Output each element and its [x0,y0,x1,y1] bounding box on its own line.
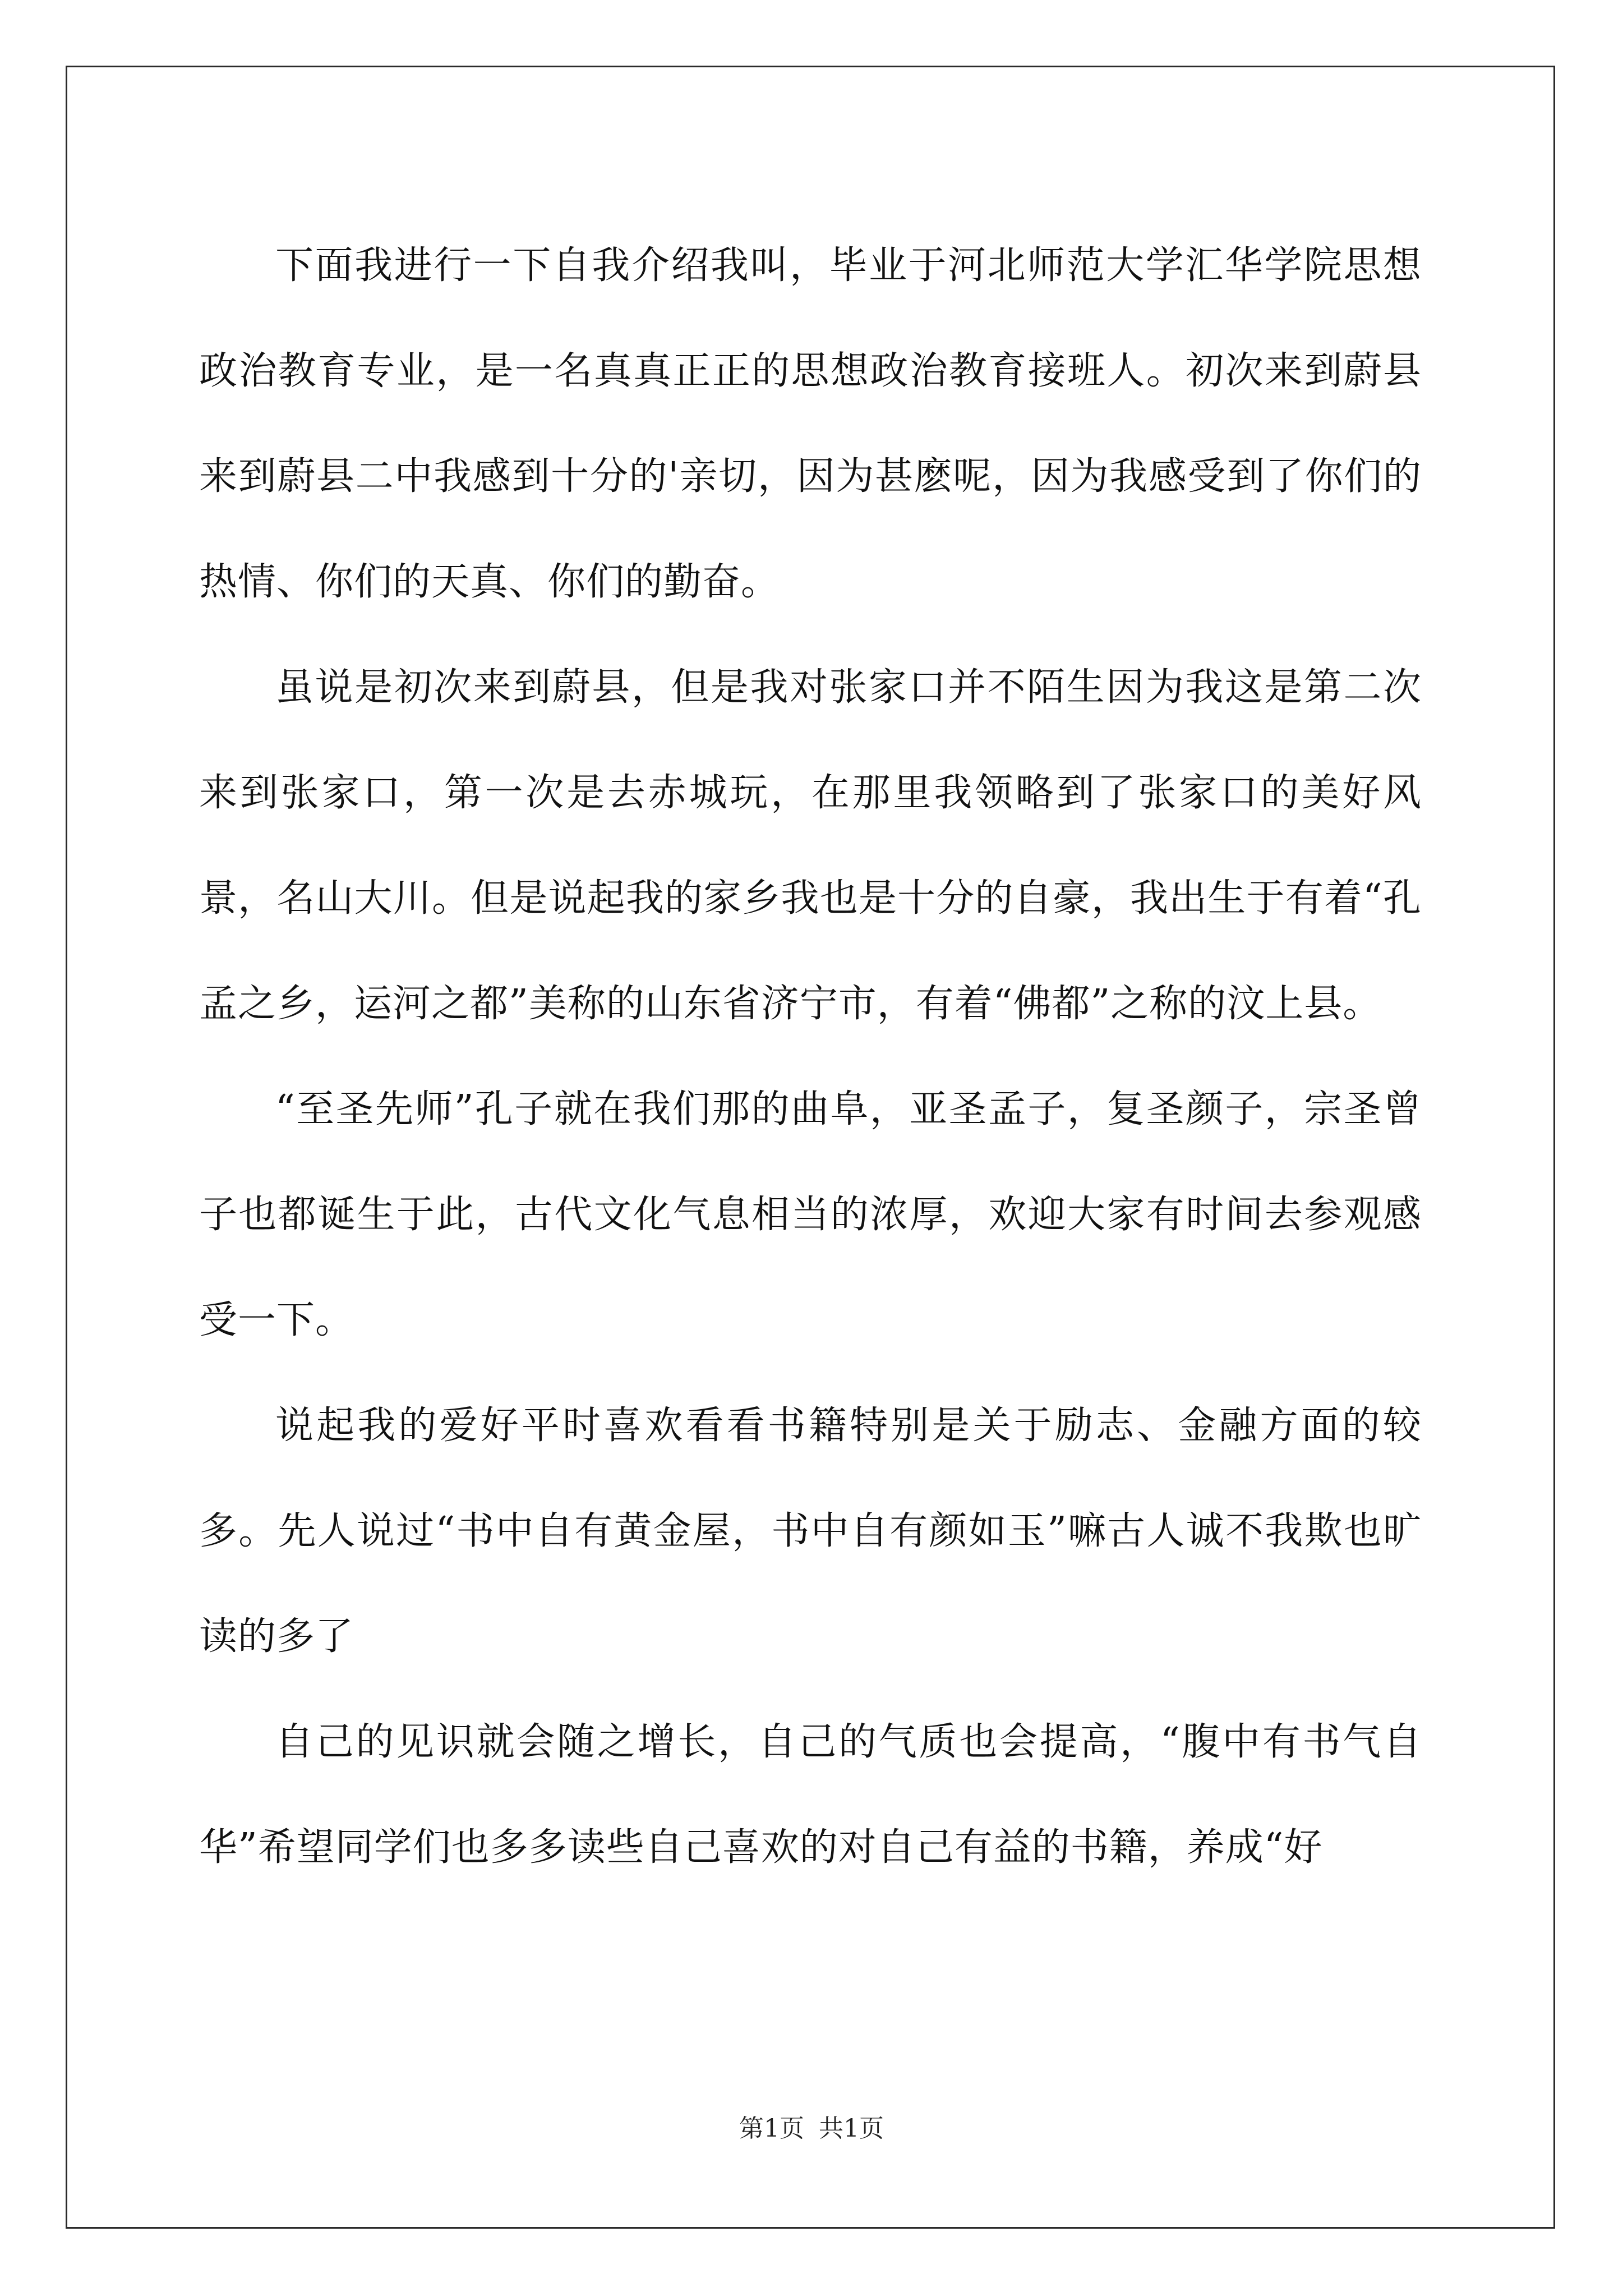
paragraph-4: 说起我的爱好平时喜欢看看书籍特别是关于励志、金融方面的较多。先人说过“书中自有黄金屋，书中自有颜如玉”嘛古人诚不我欺也旷读的多了 [199,1404,1422,1659]
page-total: 共1页 [819,2114,884,2143]
paragraph-2: 虽说是初次来到蔚县，但是我对张家口并不陌生因为我这是第二次来到张家口，第一次是去赤城玩，在那里我领略到了张家口的美好风景，名山大川。但是说起我的家乡我也是十分的自豪，我出生于有着“孔孟之乡，运河之都”美称的山东省济宁市，有着“佛都”之称的汶上县。 [199,665,1422,1026]
page-footer [0,2108,1623,2144]
page-number: 第1页 [739,2114,804,2143]
document-body [199,213,1422,1901]
paragraph-5: 自己的见识就会随之增长，自己的气质也会提高，“腹中有书气自华”希望同学们也多多读些自己喜欢的对自己有益的书籍，养成“好 [199,1720,1422,1870]
paragraph-1: 下面我进行一下自我介绍我叫，毕业于河北师范大学汇华学院思想政治教育专业，是一名真真正正的思想政治教育接班人。初次来到蔚县来到蔚县二中我感到十分的'亲切，因为甚麽呢，因为我感受到了你们的热情、你们的天真、你们的勤奋。 [199,243,1422,604]
paragraph-3: “至圣先师”孔子就在我们那的曲阜，亚圣孟子，复圣颜子，宗圣曾子也都诞生于此，古代文化气息相当的浓厚，欢迎大家有时间去参观感受一下。 [199,1087,1422,1342]
